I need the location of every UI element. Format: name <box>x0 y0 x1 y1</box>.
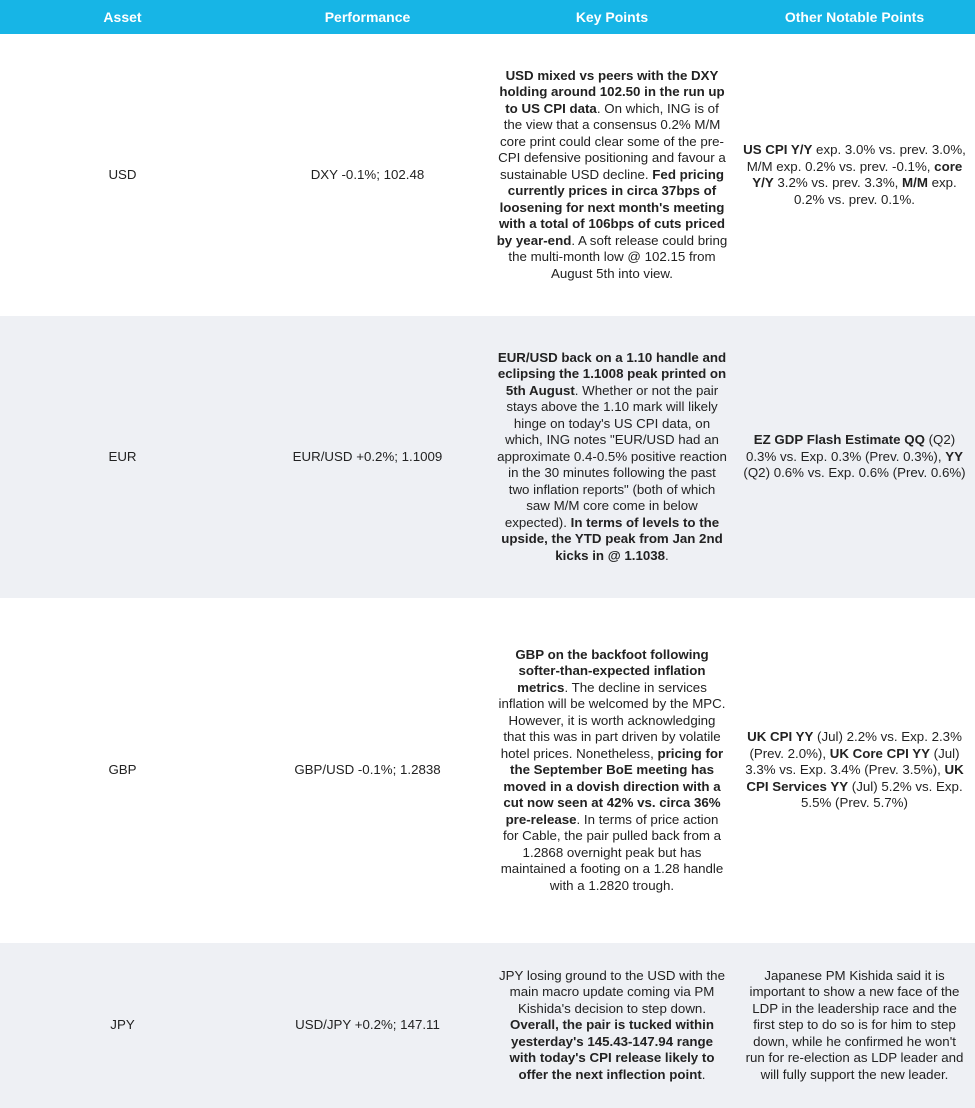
table-row-jpy <box>0 943 975 1108</box>
performance-cell: EUR/USD +0.2%; 1.1009 <box>245 316 490 598</box>
asset-cell: GBP <box>108 762 137 778</box>
header-key-points: Key Points <box>490 0 734 34</box>
other-notable-points-cell: EZ GDP Flash Estimate QQ (Q2) 0.3% vs. Exp. 0.3% (Prev. 0.3%), YY (Q2) 0.6% vs. Exp. 0.6% (Prev. 0.6%) <box>734 316 975 598</box>
key-points-cell: GBP on the backfoot following softer-than-expected inflation metrics. The decline in services inflation will be welcomed by the MPC. However, it is worth acknowledging that this was in part driven by volatile hotel prices. Nonetheless, pricing for the September BoE meeting has moved in a dovish direction with a cut now seen at 42% vs. circa 36% pre-release. In terms of price action for Cable, the pair pulled back from a 1.2868 overnight peak but has maintained a footing on a 1.28 handle with a 1.2820 trough. <box>498 646 726 893</box>
table-row-gbp <box>0 598 975 943</box>
performance-cell: USD/JPY +0.2%; 147.11 <box>245 943 490 1108</box>
header-row <box>0 0 975 34</box>
table-row-eur <box>0 316 975 598</box>
key-points-cell: USD mixed vs peers with the DXY holding around 102.50 in the run up to US CPI data. On which, ING is of the view that a consensus 0.2% M/M core print could clear some of the pre-CPI defensive positioning and favour a sustainable USD decline. Fed pricing currently prices in circa 37bps of loosening for next month's meeting with a total of 106bps of cuts priced by year-end. A soft release could bring the multi-month low @ 102.15 from August 5th into view. <box>496 67 728 281</box>
header-asset: Asset <box>0 0 245 34</box>
other-notable-points-cell: US CPI Y/Y exp. 3.0% vs. prev. 3.0%, M/M exp. 0.2% vs. prev. -0.1%, core Y/Y 3.2% vs. prev. 3.3%, M/M exp. 0.2% vs. prev. 0.1%. <box>743 142 966 207</box>
asset-cell: EUR <box>0 316 245 598</box>
key-points-cell: EUR/USD back on a 1.10 handle and eclipsing the 1.1008 peak printed on 5th August. Whether or not the pair stays above the 1.10 mark will likely hinge on today's US CPI data, on which, ING notes "EUR/USD had an approximate 0.4-0.5% positive reaction in the 30 minutes following the past two inflation reports" (both of which saw M/M core come in below expected). In terms of levels to the upside, the YTD peak from Jan 2nd kicks in @ 1.1038. <box>490 316 734 598</box>
performance-cell: GBP/USD -0.1%; 1.2838 <box>294 762 441 778</box>
asset-cell: JPY <box>0 943 245 1108</box>
other-notable-points-cell: UK CPI YY (Jul) 2.2% vs. Exp. 2.3% (Prev. 2.0%), UK Core CPI YY (Jul) 3.3% vs. Exp. 3.4% (Prev. 3.5%), UK CPI Services YY (Jul) 5.2% vs. Exp. 5.5% (Prev. 5.7%) <box>745 729 964 811</box>
other-notable-points-cell: Japanese PM Kishida said it is important to show a new face of the LDP in the leadership race and the first step to do so is for him to step down, while he confirmed he won't run for re-election as LDP leader and will fully support the new leader. <box>734 943 975 1108</box>
table-row-usd <box>0 34 975 316</box>
header-other-notable-points: Other Notable Points <box>734 0 975 34</box>
key-points-cell: JPY losing ground to the USD with the main macro update coming via PM Kishida's decision to step down. Overall, the pair is tucked within yesterday's 145.43-147.94 range with today's CPI release likely to offer the next inflection point. <box>490 943 734 1108</box>
asset-cell: USD <box>108 166 137 182</box>
header-performance: Performance <box>245 0 490 34</box>
performance-cell: DXY -0.1%; 102.48 <box>310 166 425 182</box>
